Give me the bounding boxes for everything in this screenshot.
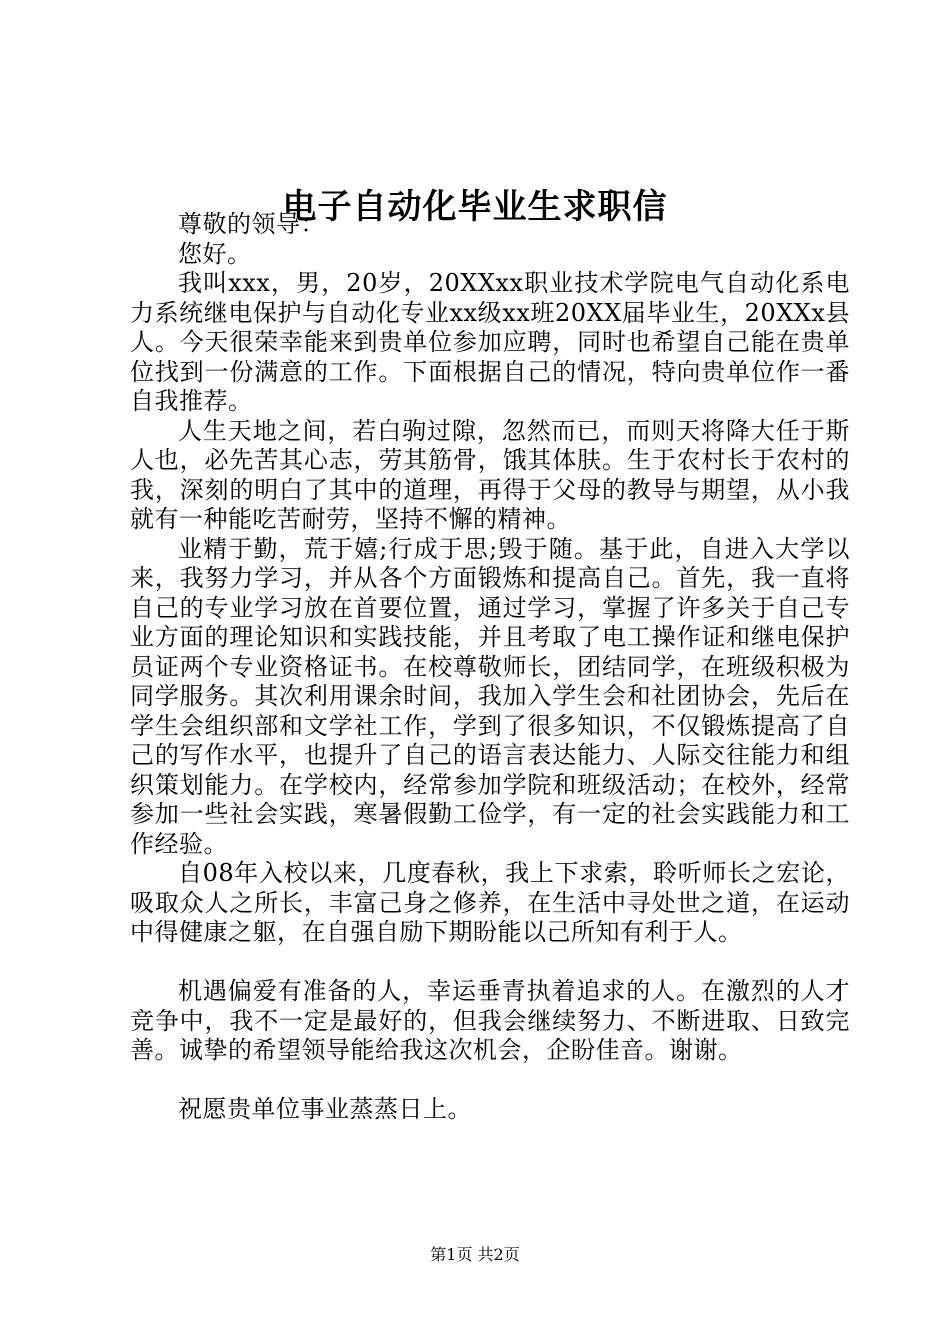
paragraph-background: 人生天地之间，若白驹过隙，忽然而已，而则天将降大任于斯人也，必先苦其心志，劳其筋骨，饿其体肤。生于农村长于农村的我，深刻的明白了其中的道理，再得于父母的教导与期望，从小我就有一种能吃苦耐劳，坚持不懈的精神。 xyxy=(130,416,850,533)
paragraph-study: 业精于勤，荒于嬉;行成于思;毁于随。基于此，自进入大学以来，我努力学习，并从各个方面锻炼和提高自己。首先，我一直将自己的专业学习放在首要位置，通过学习，掌握了许多关于自己专业方面的理论知识和实践技能，并且考取了电工操作证和继电保护员证两个专业资格证书。在校尊敬师长，团结同学，在班级积极为同学服务。其次利用课余时间，我加入学生会和社团协会，先后在学生会组织部和文学社工作，学到了很多知识，不仅锻炼提高了自己的写作水平，也提升了自己的语言表达能力、人际交往能力和组织策划能力。在学校内，经常参加学院和班级活动；在校外，经常参加一些社会实践，寒暑假勤工俭学，有一定的社会实践能力和工作经验。 xyxy=(130,534,850,858)
letter-body xyxy=(130,210,850,1125)
greeting: 您好。 xyxy=(178,239,252,268)
document-title: 电子自动化毕业生求职信 xyxy=(282,187,668,227)
paragraph-wish: 祝愿贵单位事业蒸蒸日上。 xyxy=(178,1095,472,1123)
salutation: 尊敬的领导： xyxy=(178,210,325,238)
page-number: 第1页 共2页 xyxy=(430,1245,520,1264)
paragraph-request: 机遇偏爱有准备的人，幸运垂青执着追求的人。在激烈的人才竞争中，我不一定是最好的，但我会继续努力、不断进取、日致完善。诚挚的希望领导能给我这次机会，企盼佳音。谢谢。 xyxy=(130,977,850,1064)
paragraph-growth: 自08年入校以来，几度春秋，我上下求索，聆听师长之宏论，吸取众人之所长，丰富己身之修养，在生活中寻处世之道，在运动中得健康之躯，在自强自励下期盼能以己所知有利于人。 xyxy=(130,859,850,946)
paragraph-intro: 我叫xxx，男，20岁，20XXxx职业技术学院电气自动化系电力系统继电保护与自动化专业xx级xx班20XX届毕业生，20XXx县人。今天很荣幸能来到贵单位参加应聘，同时也希望自己能在贵单位找到一份满意的工作。下面根据自己的情况，特向贵单位作一番自我推荐。 xyxy=(130,269,850,415)
